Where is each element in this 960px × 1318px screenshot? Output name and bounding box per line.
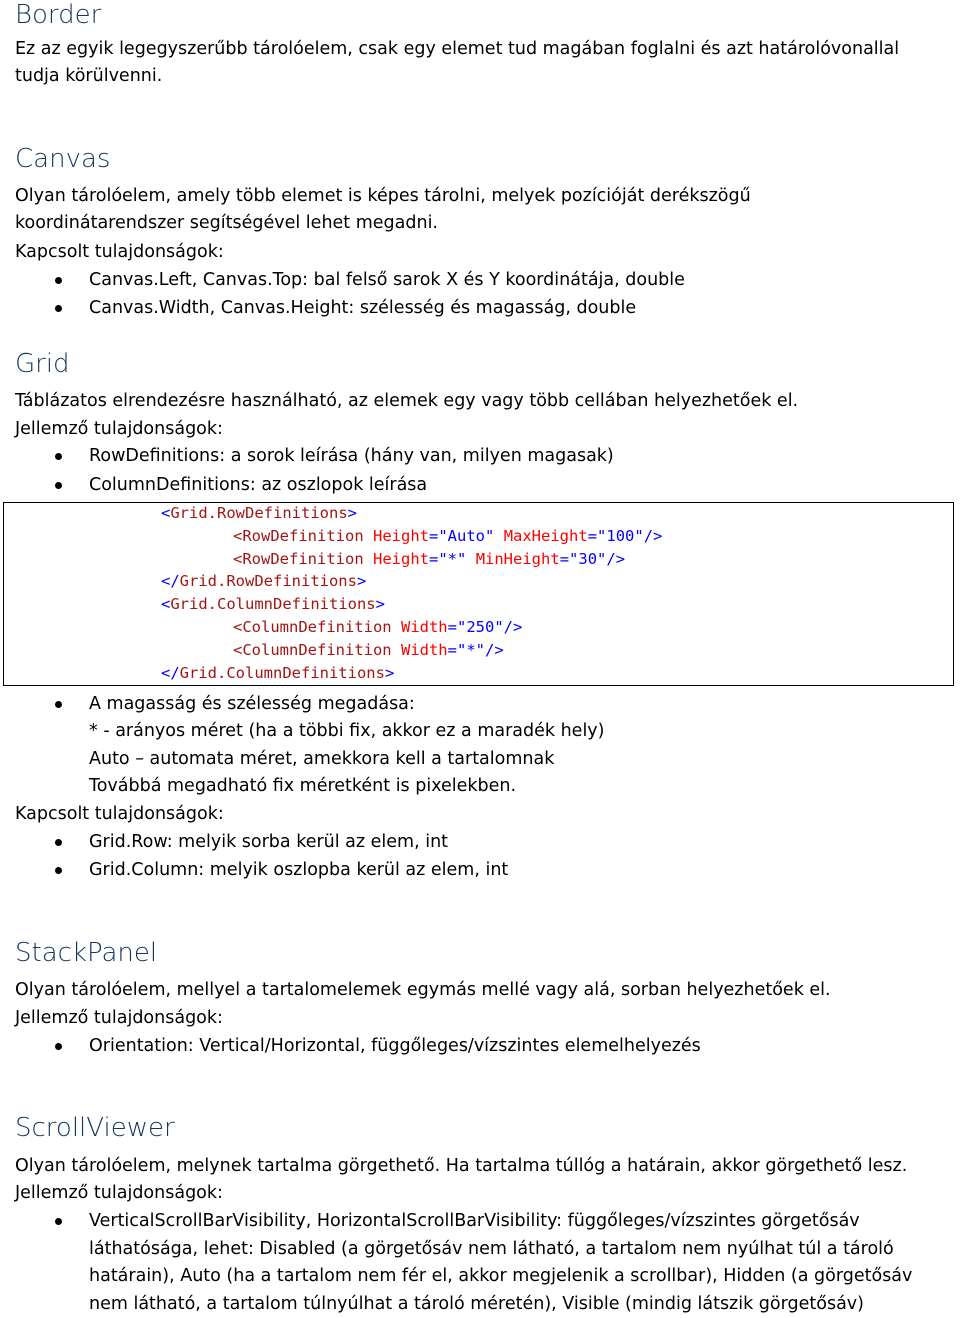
code-line-3: <RowDefinition Height="*" MinHeight="30"/> xyxy=(233,550,626,568)
code-line-2: <RowDefinition Height="Auto" MaxHeight="100"/> xyxy=(233,527,663,545)
canvas-desc-line-2: koordinátarendszer segítségével lehet megadni. xyxy=(15,213,438,233)
grid-size-line: Auto – automata méret, amekkora kell a tartalomnak xyxy=(89,749,555,769)
bullet xyxy=(55,305,62,312)
grid-prop-item: ColumnDefinitions: az oszlopok leírása xyxy=(89,475,428,495)
grid-prop-item: RowDefinitions: a sorok leírása (hány van, milyen magasak) xyxy=(89,446,614,466)
heading-canvas: Canvas xyxy=(15,144,111,174)
grid-attached-item: Grid.Column: melyik oszlopba kerül az elem, int xyxy=(89,860,509,880)
grid-props-label: Jellemző tulajdonságok: xyxy=(15,419,223,439)
scrollviewer-props-label: Jellemző tulajdonságok: xyxy=(15,1183,223,1203)
stackpanel-desc: Olyan tárolóelem, mellyel a tartalomelemek egymás mellé vagy alá, sorban helyezhetőek el. xyxy=(15,980,831,1000)
bullet xyxy=(55,277,62,284)
bullet xyxy=(55,482,62,489)
bullet xyxy=(55,453,62,460)
stackpanel-prop-item: Orientation: Vertical/Horizontal, függőleges/vízszintes elemelhelyezés xyxy=(89,1036,701,1056)
canvas-desc-line-1: Olyan tárolóelem, amely több elemet is képes tárolni, melyek pozícióját derékszögű xyxy=(15,186,751,206)
bullet xyxy=(55,1218,62,1225)
bullet xyxy=(55,1043,62,1050)
code-line-1: <Grid.RowDefinitions> xyxy=(161,504,357,522)
canvas-props-label: Kapcsolt tulajdonságok: xyxy=(15,242,224,262)
code-line-4: </Grid.RowDefinitions> xyxy=(161,572,367,590)
stackpanel-props-label: Jellemző tulajdonságok: xyxy=(15,1008,223,1028)
heading-border: Border xyxy=(15,0,102,30)
grid-attached-label: Kapcsolt tulajdonságok: xyxy=(15,804,224,824)
code-line-8: </Grid.ColumnDefinitions> xyxy=(161,664,395,682)
scrollviewer-prop-line: határain), Auto (ha a tartalom nem fér el, akkor megjelenik a scrollbar), Hidden (a görgetősáv xyxy=(89,1266,913,1286)
bullet xyxy=(55,867,62,874)
bullet xyxy=(55,839,62,846)
heading-grid: Grid xyxy=(15,349,70,379)
border-desc-line-1: Ez az egyik legegyszerűbb tárolóelem, csak egy elemet tud magában foglalni és azt határolóvonallal xyxy=(15,39,900,59)
scrollviewer-prop-line: láthatósága, lehet: Disabled (a görgetősáv nem látható, a tartalom nem nyúlhat túl a tároló xyxy=(89,1239,894,1259)
canvas-prop-item: Canvas.Left, Canvas.Top: bal felső sarok X és Y koordinátája, double xyxy=(89,270,685,290)
scrollviewer-prop-line: nem látható, a tartalom túlnyúlhat a tároló méretén), Visible (mindig látszik görgetősáv) xyxy=(89,1294,864,1314)
border-desc-line-2: tudja körülvenni. xyxy=(15,66,163,86)
code-line-5: <Grid.ColumnDefinitions> xyxy=(161,595,385,613)
grid-size-line: Továbbá megadható fix méretként is pixelekben. xyxy=(89,776,517,796)
heading-scrollviewer: ScrollViewer xyxy=(15,1113,175,1143)
grid-desc: Táblázatos elrendezésre használható, az elemek egy vagy több cellában helyezhetőek el. xyxy=(15,391,799,411)
grid-size-line: * - arányos méret (ha a többi fix, akkor ez a maradék hely) xyxy=(89,721,605,741)
heading-stackpanel: StackPanel xyxy=(15,938,158,968)
code-line-6: <ColumnDefinition Width="250"/> xyxy=(233,618,523,636)
grid-attached-item: Grid.Row: melyik sorba kerül az elem, int xyxy=(89,832,449,852)
code-line-7: <ColumnDefinition Width="*"/> xyxy=(233,641,504,659)
scrollviewer-prop-line: VerticalScrollBarVisibility, HorizontalScrollBarVisibility: függőleges/vízszintes görgetősáv xyxy=(89,1211,860,1231)
scrollviewer-desc: Olyan tárolóelem, melynek tartalma görgethető. Ha tartalma túllóg a határain, akkor görgethető lesz. xyxy=(15,1156,908,1176)
bullet xyxy=(55,701,62,708)
canvas-prop-item: Canvas.Width, Canvas.Height: szélesség és magasság, double xyxy=(89,298,637,318)
grid-size-item: A magasság és szélesség megadása: xyxy=(89,694,415,714)
